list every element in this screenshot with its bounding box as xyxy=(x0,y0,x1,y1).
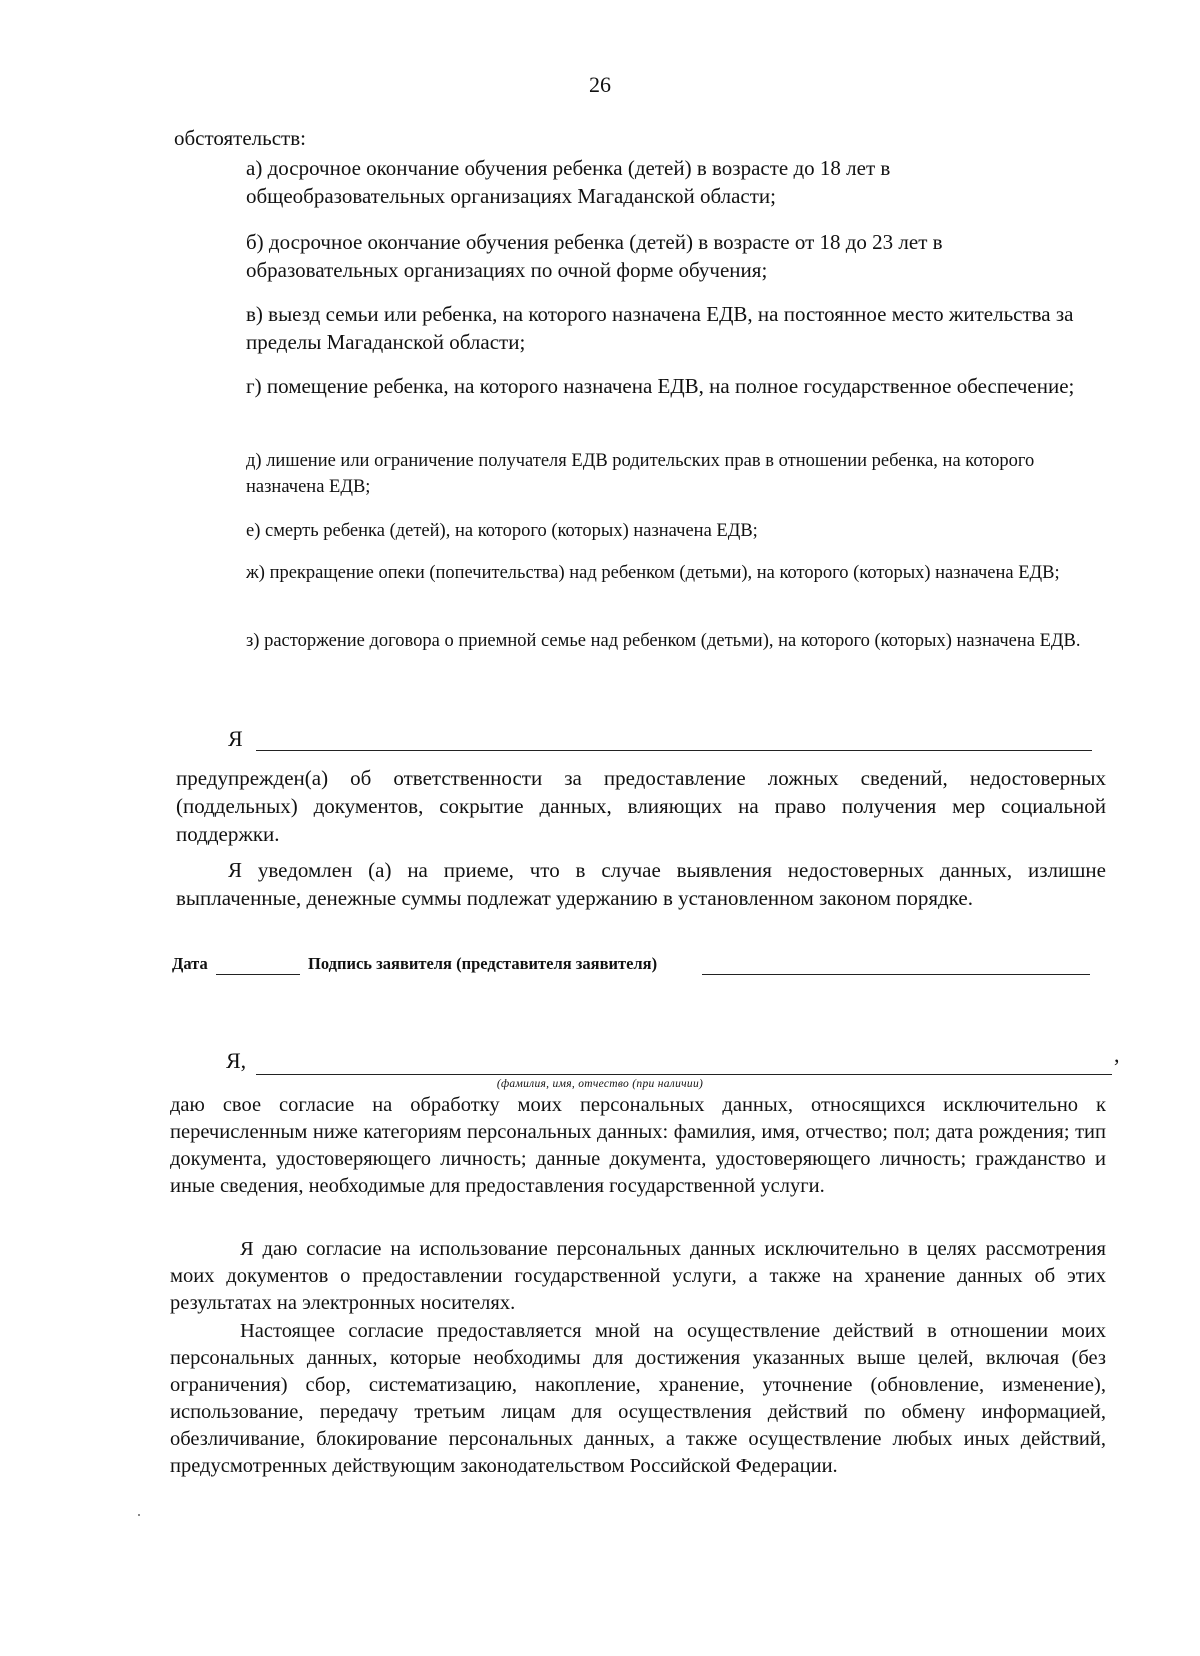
consent-ya-label: Я, xyxy=(226,1048,247,1073)
scan-artifact xyxy=(138,1514,140,1516)
consent-paragraph-1: даю свое согласие на обработку моих персональных данных, относящихся исключительно к перечисленным ниже категориям персональных данных: фамилия, имя, отчество; пол; дата рождения; тип документа, удостоверяющего личность; данные документа, удостоверяющего личность; гражданство и иные сведения, необходимые для предоставления государственной услуги. xyxy=(170,1094,1106,1197)
consent-comma: , xyxy=(1114,1042,1120,1067)
list-item-a: а) досрочное окончание обучения ребенка (детей) в возрасте до 18 лет в общеобразовательных организациях Магаданской области; xyxy=(246,156,891,208)
intro-text: обстоятельств: xyxy=(174,126,306,150)
date-label: Дата xyxy=(172,954,208,973)
name-caption: (фамилия, имя, отчество (при наличии) xyxy=(496,1078,704,1090)
date-line[interactable] xyxy=(216,974,300,975)
page-number: 26 xyxy=(589,72,611,97)
consent-name-line[interactable] xyxy=(256,1074,1112,1075)
list-item-d: д) лишение или ограничение получателя ЕДВ родительских прав в отношении ребенка, на которого назначена ЕДВ; xyxy=(246,451,1035,497)
list-item-z: з) расторжение договора о приемной семье над ребенком (детьми), на которого (которых) назначена ЕДВ. xyxy=(246,631,1081,651)
list-item-zh: ж) прекращение опеки (попечительства) над ребенком (детьми), на которого (которых) назначена ЕДВ; xyxy=(246,563,1060,583)
signature-row xyxy=(172,954,208,974)
warning-name-line[interactable] xyxy=(256,750,1092,751)
list-item-e: е) смерть ребенка (детей), на которого (которых) назначена ЕДВ; xyxy=(246,521,758,541)
warning-paragraph: предупрежден(а) об ответственности за предоставление ложных сведений, недостоверных (поддельных) документов, сокрытие данных, влияющих на право получения мер социальной поддержки. xyxy=(176,766,1106,846)
list-item-b: б) досрочное окончание обучения ребенка (детей) в возрасте от 18 до 23 лет в образовательных организациях по очной форме обучения; xyxy=(246,230,943,282)
warning-ya-label: Я xyxy=(228,726,243,751)
signature-line[interactable] xyxy=(702,974,1090,975)
list-item-v: в) выезд семьи или ребенка, на которого назначена ЕДВ, на постоянное место жительства за пределы Магаданской области; xyxy=(246,302,1074,354)
consent-paragraph-2: Я даю согласие на использование персональных данных исключительно в целях рассмотрения моих документов о предоставлении государственной услуги, а также на хранение данных об этих результатах на электронных носителях. xyxy=(170,1238,1106,1314)
signature-label: Подпись заявителя (представителя заявителя) xyxy=(308,954,658,973)
consent-paragraph-3: Настоящее согласие предоставляется мной на осуществление действий в отношении моих персональных данных, которые необходимы для достижения указанных выше целей, включая (без ограничения) сбор, систематизацию, накопление, хранение, уточнение (обновление, изменение), использование, передачу третьим лицам для осуществления действий по обмену информацией, обезличивание, блокирование персональных данных, а также осуществление любых иных действий, предусмотренных действующим законодательством Российской Федерации. xyxy=(170,1320,1106,1477)
list-item-g: г) помещение ребенка, на которого назначена ЕДВ, на полное государственное обеспечение; xyxy=(246,374,1075,398)
notice-paragraph: Я уведомлен (а) на приеме, что в случае выявления недостоверных данных, излишне выплаченные, денежные суммы подлежат удержанию в установленном законом порядке. xyxy=(176,858,1106,910)
signature-label-wrap xyxy=(308,954,657,974)
